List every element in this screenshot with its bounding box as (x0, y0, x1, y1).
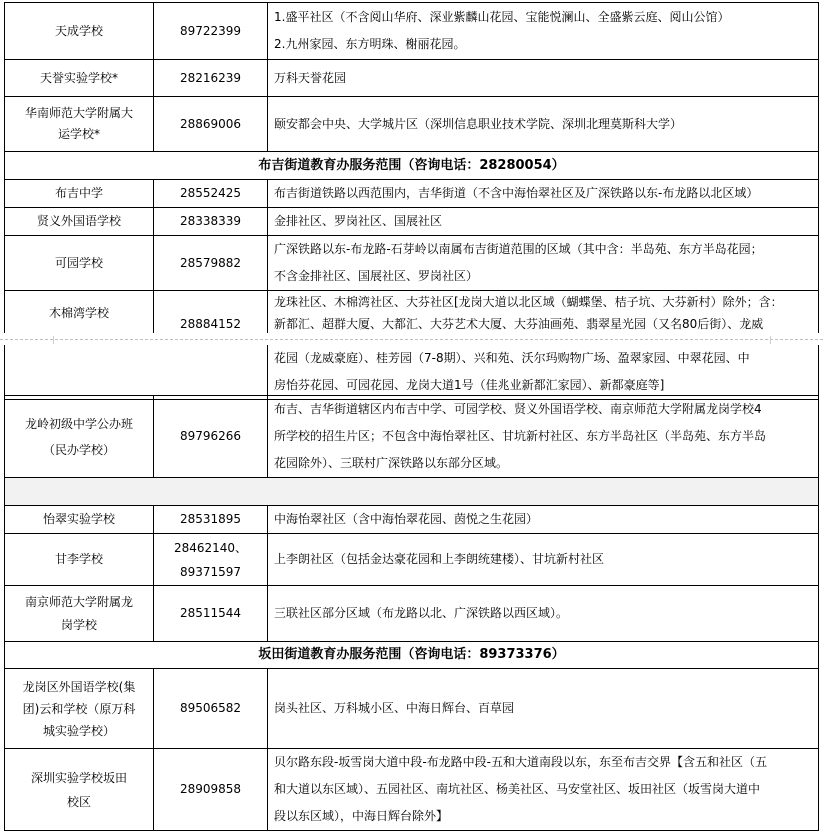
table-row (5, 396, 819, 478)
school-name: 木棉湾学校 (5, 291, 154, 336)
school-name: 布吉中学 (5, 180, 154, 208)
continued-blank-cell (5, 345, 268, 400)
school-name-line: 龙岭初级中学公办班 (24, 416, 133, 431)
phone-number: 28511544 (154, 586, 268, 642)
area-line: 中海怡翠社区（含中海怡翠花园、茵悦之生花园） (274, 512, 539, 526)
page-break-marker (770, 336, 771, 344)
service-area (268, 506, 819, 534)
school-name-line: 校区 (66, 794, 91, 809)
service-area (268, 236, 819, 291)
table-row (5, 208, 819, 236)
phone-number: 28216239 (154, 60, 268, 97)
service-area (268, 669, 819, 749)
area-line: 颐安都会中央、大学城片区（深圳信息职业技术学院、深圳北理莫斯科大学） (274, 116, 683, 131)
table-row (5, 180, 819, 208)
area-line: 花园除外）、三联村广深铁路以东部分区域。 (274, 456, 509, 470)
school-name: 甘李学校 (5, 534, 154, 586)
school-name (5, 586, 154, 642)
table-row (5, 291, 819, 336)
school-name-line: 城实验学校） (42, 723, 115, 738)
blank-cell (5, 478, 819, 506)
area-line: 广深铁路以东-布龙路-石芽岭以南属布吉街道范围的区域（其中含：半岛苑、东方半岛花园； (274, 242, 763, 256)
area-line: 房怡芬花园、可园花园、龙岗大道1号（佳兆业新都汇家园）、新都豪庭等] (274, 378, 665, 392)
school-name (5, 669, 154, 749)
school-name: 天成学校 (5, 3, 154, 60)
service-area (268, 586, 819, 642)
area-line: 2.九州家园、东方明珠、榭丽花园。 (274, 37, 466, 51)
section-header-row (5, 152, 819, 180)
area-line: 1.盛平社区（不含阅山华府、深业紫麟山花园、宝能悦澜山、全盛紫云庭、阅山公馆） (274, 10, 730, 24)
phone-number: 28552425 (154, 180, 268, 208)
service-area (268, 3, 819, 60)
section-title-buji: 布吉街道教育办服务范围（咨询电话：28280054） (5, 152, 819, 180)
school-name: 可园学校 (5, 236, 154, 291)
table-row (5, 236, 819, 291)
phone-number: 28909858 (154, 749, 268, 831)
area-line: 不含金排社区、国展社区、罗岗社区） (274, 269, 479, 283)
service-area (268, 291, 819, 336)
section-title-bantian: 坂田街道教育办服务范围（咨询电话：89373376） (5, 642, 819, 669)
enrollment-table-part2 (4, 345, 819, 400)
area-line: 贝尔路东段-坂雪岗大道中段-布龙路中段-五和大道南段以东，东至布吉交界【含五和社区（五 (274, 755, 767, 769)
phone-number: 28869006 (154, 97, 268, 152)
phone-number: 89722399 (154, 3, 268, 60)
table-row (5, 345, 819, 400)
table-row (5, 534, 819, 586)
school-name-line: 深圳实验学校坂田 (30, 770, 127, 785)
service-area (268, 60, 819, 97)
table-row (5, 60, 819, 97)
phone-number: 28531895 (154, 506, 268, 534)
school-name-line: （民办学校） (42, 442, 115, 457)
school-name (5, 396, 154, 478)
school-name-line: 运学校* (57, 127, 100, 141)
school-name-line: 岗学校 (60, 617, 97, 632)
section-header-row (5, 642, 819, 669)
phone-number: 28338339 (154, 208, 268, 236)
school-name: 贤义外国语学校 (5, 208, 154, 236)
table-row (5, 3, 819, 60)
area-line: 岗头社区、万科城小区、中海日辉台、百草园 (274, 701, 515, 715)
service-area (268, 396, 819, 478)
table-row (5, 97, 819, 152)
area-line: 布吉街道铁路以西范围内，吉华街道（不含中海怡翠社区及广深铁路以东-布龙路以北区域） (274, 186, 759, 200)
area-line: 龙珠社区、木棉湾社区、大芬社区[龙岗大道以北区域（蝴蝶堡、桔子坑、大芬新村）除外；含： (274, 295, 783, 309)
phone-number: 89796266 (154, 396, 268, 478)
phone-line: 28462140、 (173, 540, 248, 555)
enrollment-table-part3 (4, 395, 819, 831)
table-row (5, 506, 819, 534)
area-line: 三联社区部分区域（布龙路以北、广深铁路以西区域）。 (274, 606, 569, 620)
service-area (268, 534, 819, 586)
page-break-line (0, 339, 823, 340)
phone-number: 28884152 (154, 291, 268, 336)
table-row (5, 749, 819, 831)
enrollment-table-part1 (4, 2, 819, 336)
area-line: 所学校的招生片区；不包含中海怡翠社区、甘坑新村社区、东方半岛社区（半岛苑、东方半岛 (274, 429, 767, 443)
area-line: 新都汇、超群大厦、大都汇、大芬艺术大厦、大芬油画苑、翡翠星光园（又名80后街）、龙威 (274, 317, 764, 331)
page-break-marker (53, 336, 54, 344)
school-name: 天誉实验学校* (5, 60, 154, 97)
area-line: 万科天誉花园 (274, 70, 347, 85)
school-name: 怡翠实验学校 (5, 506, 154, 534)
area-line: 上李朗社区（包括金达豪花园和上李朗统建楼）、甘坑新村社区 (274, 552, 605, 566)
area-line: 金排社区、罗岗社区、国展社区 (274, 214, 443, 228)
service-area (268, 180, 819, 208)
area-line: 和大道以东区域）、五园社区、南坑社区、杨美社区、马安堂社区、坂田社区（坂雪岗大道中 (274, 782, 761, 796)
service-area (268, 97, 819, 152)
phone-number (154, 534, 268, 586)
phone-number: 89506582 (154, 669, 268, 749)
school-name-line: 华南师范大学附属大 (24, 106, 133, 120)
table-row (5, 586, 819, 642)
school-name (5, 97, 154, 152)
table-row (5, 669, 819, 749)
area-line: 花园（龙威豪庭）、桂芳园（7-8期）、兴和苑、沃尔玛购物广场、盈翠家园、中翠花园、中 (274, 351, 750, 365)
school-name-line: 龙岗区外国语学校(集 (22, 679, 136, 694)
service-area (268, 345, 819, 400)
phone-line: 89371597 (179, 564, 242, 579)
phone-number: 28579882 (154, 236, 268, 291)
school-name-line: 南京师范大学附属龙 (24, 594, 133, 609)
service-area (268, 208, 819, 236)
blank-row (5, 478, 819, 506)
area-line: 段以东区域），中海日辉台除外】 (274, 809, 449, 823)
school-name (5, 749, 154, 831)
area-line: 布吉、吉华街道辖区内布吉中学、可园学校、贤义外国语学校、南京师范大学附属龙岗学校4 (274, 402, 762, 416)
service-area (268, 749, 819, 831)
school-name-line: 团)云和学校（原万科 (22, 701, 136, 716)
